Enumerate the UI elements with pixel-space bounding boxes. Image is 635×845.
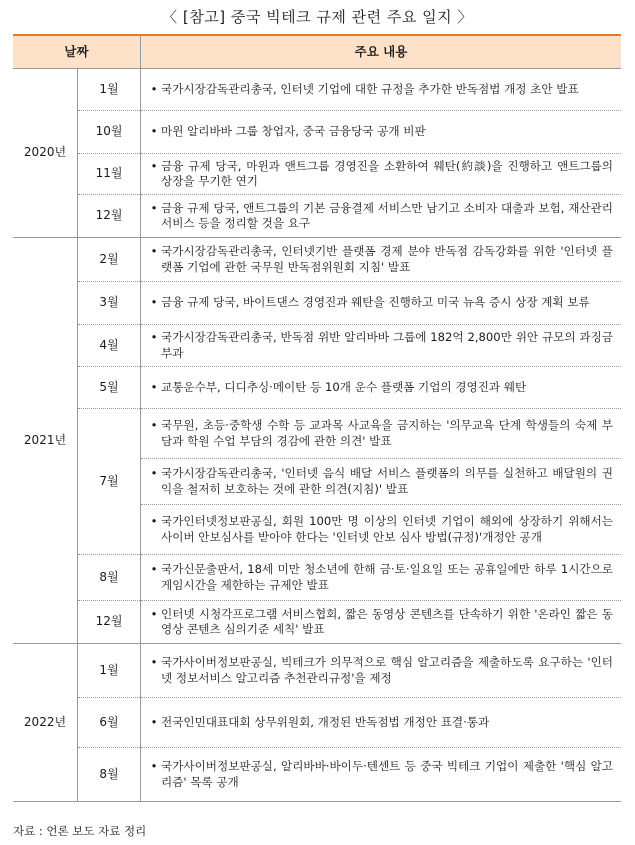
month-cell: 12월	[78, 601, 141, 644]
table-row	[13, 367, 621, 409]
content-item	[147, 295, 613, 311]
content-cell	[141, 748, 622, 802]
month-cell: 8월	[78, 748, 141, 802]
month-cell: 5월	[78, 367, 141, 409]
bullet: •	[150, 606, 158, 621]
table-row	[13, 195, 621, 238]
content-item	[147, 715, 613, 731]
source-note: 자료 : 언론 보도 자료 정리	[13, 824, 147, 838]
month-cell: 3월	[78, 282, 141, 325]
month-cell: 10월	[78, 111, 141, 154]
content-item	[147, 201, 613, 232]
content-text: 금융 규제 당국, 앤트그룹의 기본 금융결제 서비스만 남기고 소비자 대출과 보험, 재산관리 서비스 등을 정리할 것을 요구	[161, 200, 613, 230]
content-text: 전국인민대표대회 상무위원회, 개정된 반독점법 개정안 표결·통과	[161, 714, 490, 729]
content-cell	[141, 69, 622, 111]
month-cell: 1월	[78, 69, 141, 111]
content-item	[147, 82, 613, 98]
bullet: •	[150, 514, 158, 528]
year-cell: 2020년	[13, 69, 78, 238]
content-cell	[141, 282, 622, 325]
bullet: •	[150, 379, 158, 394]
content-item	[147, 655, 613, 686]
content-text: 국가사이버정보판공실, 알리바바·바이두·텐센트 등 중국 빅테크 기업이 제출한 '핵심 알고리즘' 목록 공개	[161, 759, 613, 789]
month-cell: 11월	[78, 154, 141, 195]
table-row	[13, 282, 621, 325]
content-item	[147, 418, 613, 449]
content-text: 국가시장감독관리총국, 반독점 위반 알리바바 그룹에 182억 2,800만 위안 규모의 과징금 부과	[161, 330, 613, 360]
content-text: 금융 규제 당국, 바이트댄스 경영진과 웨탄을 진행하고 미국 뉴욕 증시 상장 계획 보류	[161, 295, 590, 310]
bullet: •	[150, 330, 158, 344]
bullet: •	[150, 124, 158, 139]
header-date: 날짜	[13, 35, 141, 69]
content-cell	[141, 644, 622, 698]
bullet: •	[150, 200, 158, 215]
table-row	[13, 555, 621, 601]
table-row	[13, 698, 621, 748]
content-text: 국가인터넷정보판공실, 회원 100만 명 이상의 인터넷 기업이 해외에 상장하기 위해서는 사이버 안보심사를 받아야 한다는 '인터넷 안보 심사 방법(규정)'개정안 공개	[161, 514, 613, 544]
bullet: •	[150, 244, 158, 258]
month-cell: 4월	[78, 325, 141, 367]
table-row	[13, 601, 621, 644]
content-cell	[141, 195, 622, 238]
content-text: 국가시장감독관리총국, 인터넷 기업에 대한 규정을 추가한 반독점법 개정 초안 발표	[161, 81, 579, 96]
month-cell: 1월	[78, 644, 141, 698]
content-item	[147, 514, 613, 545]
content-item	[147, 759, 613, 790]
bullet: •	[150, 418, 158, 432]
content-item	[147, 607, 613, 638]
content-cell	[141, 409, 622, 459]
content-item	[147, 124, 613, 140]
month-cell: 12월	[78, 195, 141, 238]
content-cell	[141, 154, 622, 195]
bullet: •	[150, 466, 158, 480]
bullet: •	[150, 655, 158, 669]
content-cell	[141, 367, 622, 409]
month-cell: 2월	[78, 238, 141, 282]
table-row	[13, 154, 621, 195]
content-text: 교통운수부, 디디추싱·메이탄 등 10개 운수 플랫폼 기업의 경영진과 웨탄	[161, 379, 527, 394]
bullet: •	[150, 562, 158, 576]
content-item	[147, 159, 613, 190]
content-text: 국무원, 초등·중학생 수학 등 교과목 사교육을 금지하는 '의무교육 단계 학생들의 숙제 부담과 학원 수업 부담의 경감에 관한 의견' 발표	[161, 418, 613, 448]
table-row	[13, 409, 621, 459]
month-cell: 6월	[78, 698, 141, 748]
content-text: 국가사이버정보판공실, 빅테크가 의무적으로 핵심 알고리즘을 제출하도록 요구하는 '인터넷 정보서비스 알고리즘 추천관리규정'을 제정	[161, 655, 613, 685]
content-cell	[141, 505, 622, 555]
content-text: 국가시장감독관리총국, 인터넷기반 플랫폼 경제 분야 반독점 감독강화를 위한 '인터넷 플랫폼 기업에 관한 국무원 반독점위원회 지침' 발표	[161, 244, 613, 274]
bullet: •	[150, 295, 158, 310]
year-cell: 2021년	[13, 238, 78, 644]
bullet: •	[150, 81, 158, 96]
table-row	[13, 325, 621, 367]
content-text: 금융 규제 당국, 마윈과 앤트그룹 경영진을 소환하여 웨탄(約談)을 진행하고 앤트그룹의 상장을 무기한 연기	[161, 158, 613, 188]
table-body	[13, 69, 621, 802]
content-text: 국가신문출판서, 18세 미만 청소년에 한해 금·토·일요일 또는 공휴일에만 하루 1시간으로 게임시간을 제한하는 규제안 발표	[161, 562, 613, 592]
content-item	[147, 562, 613, 593]
table-row	[13, 238, 621, 282]
table-row	[13, 644, 621, 698]
timeline-table	[13, 34, 621, 802]
year-cell: 2022년	[13, 644, 78, 802]
table-header	[13, 35, 621, 69]
bullet: •	[150, 759, 158, 773]
header-content: 주요 내용	[141, 35, 622, 69]
content-cell	[141, 238, 622, 282]
content-item	[147, 330, 613, 361]
content-item	[147, 466, 613, 497]
table-row	[13, 69, 621, 111]
table-row	[13, 748, 621, 802]
content-text: 마윈 알리바바 그룹 창업자, 중국 금융당국 공개 비판	[161, 124, 426, 139]
content-cell	[141, 111, 622, 154]
month-cell: 8월	[78, 555, 141, 601]
content-cell	[141, 555, 622, 601]
content-text: 인터넷 시청각프로그램 서비스협회, 짧은 동영상 콘텐츠를 단속하기 위한 '온라인 짧은 동영상 콘텐츠 심의기준 세칙' 발표	[161, 606, 613, 636]
content-item	[147, 244, 613, 275]
page-title: 〈 [참고] 중국 빅테크 규제 관련 주요 일지 〉	[162, 8, 473, 26]
month-cell: 7월	[78, 409, 141, 555]
content-cell	[141, 601, 622, 644]
content-cell	[141, 698, 622, 748]
table-row	[13, 111, 621, 154]
content-cell	[141, 459, 622, 505]
content-item	[147, 380, 613, 396]
content-text: 국가시장감독관리총국, '인터넷 음식 배달 서비스 플랫폼의 의무를 실천하고 배달원의 권익을 철저히 보호하는 것에 관한 의견(지침)' 발표	[161, 466, 613, 496]
content-cell	[141, 325, 622, 367]
bullet: •	[150, 714, 158, 729]
bullet: •	[150, 158, 158, 173]
